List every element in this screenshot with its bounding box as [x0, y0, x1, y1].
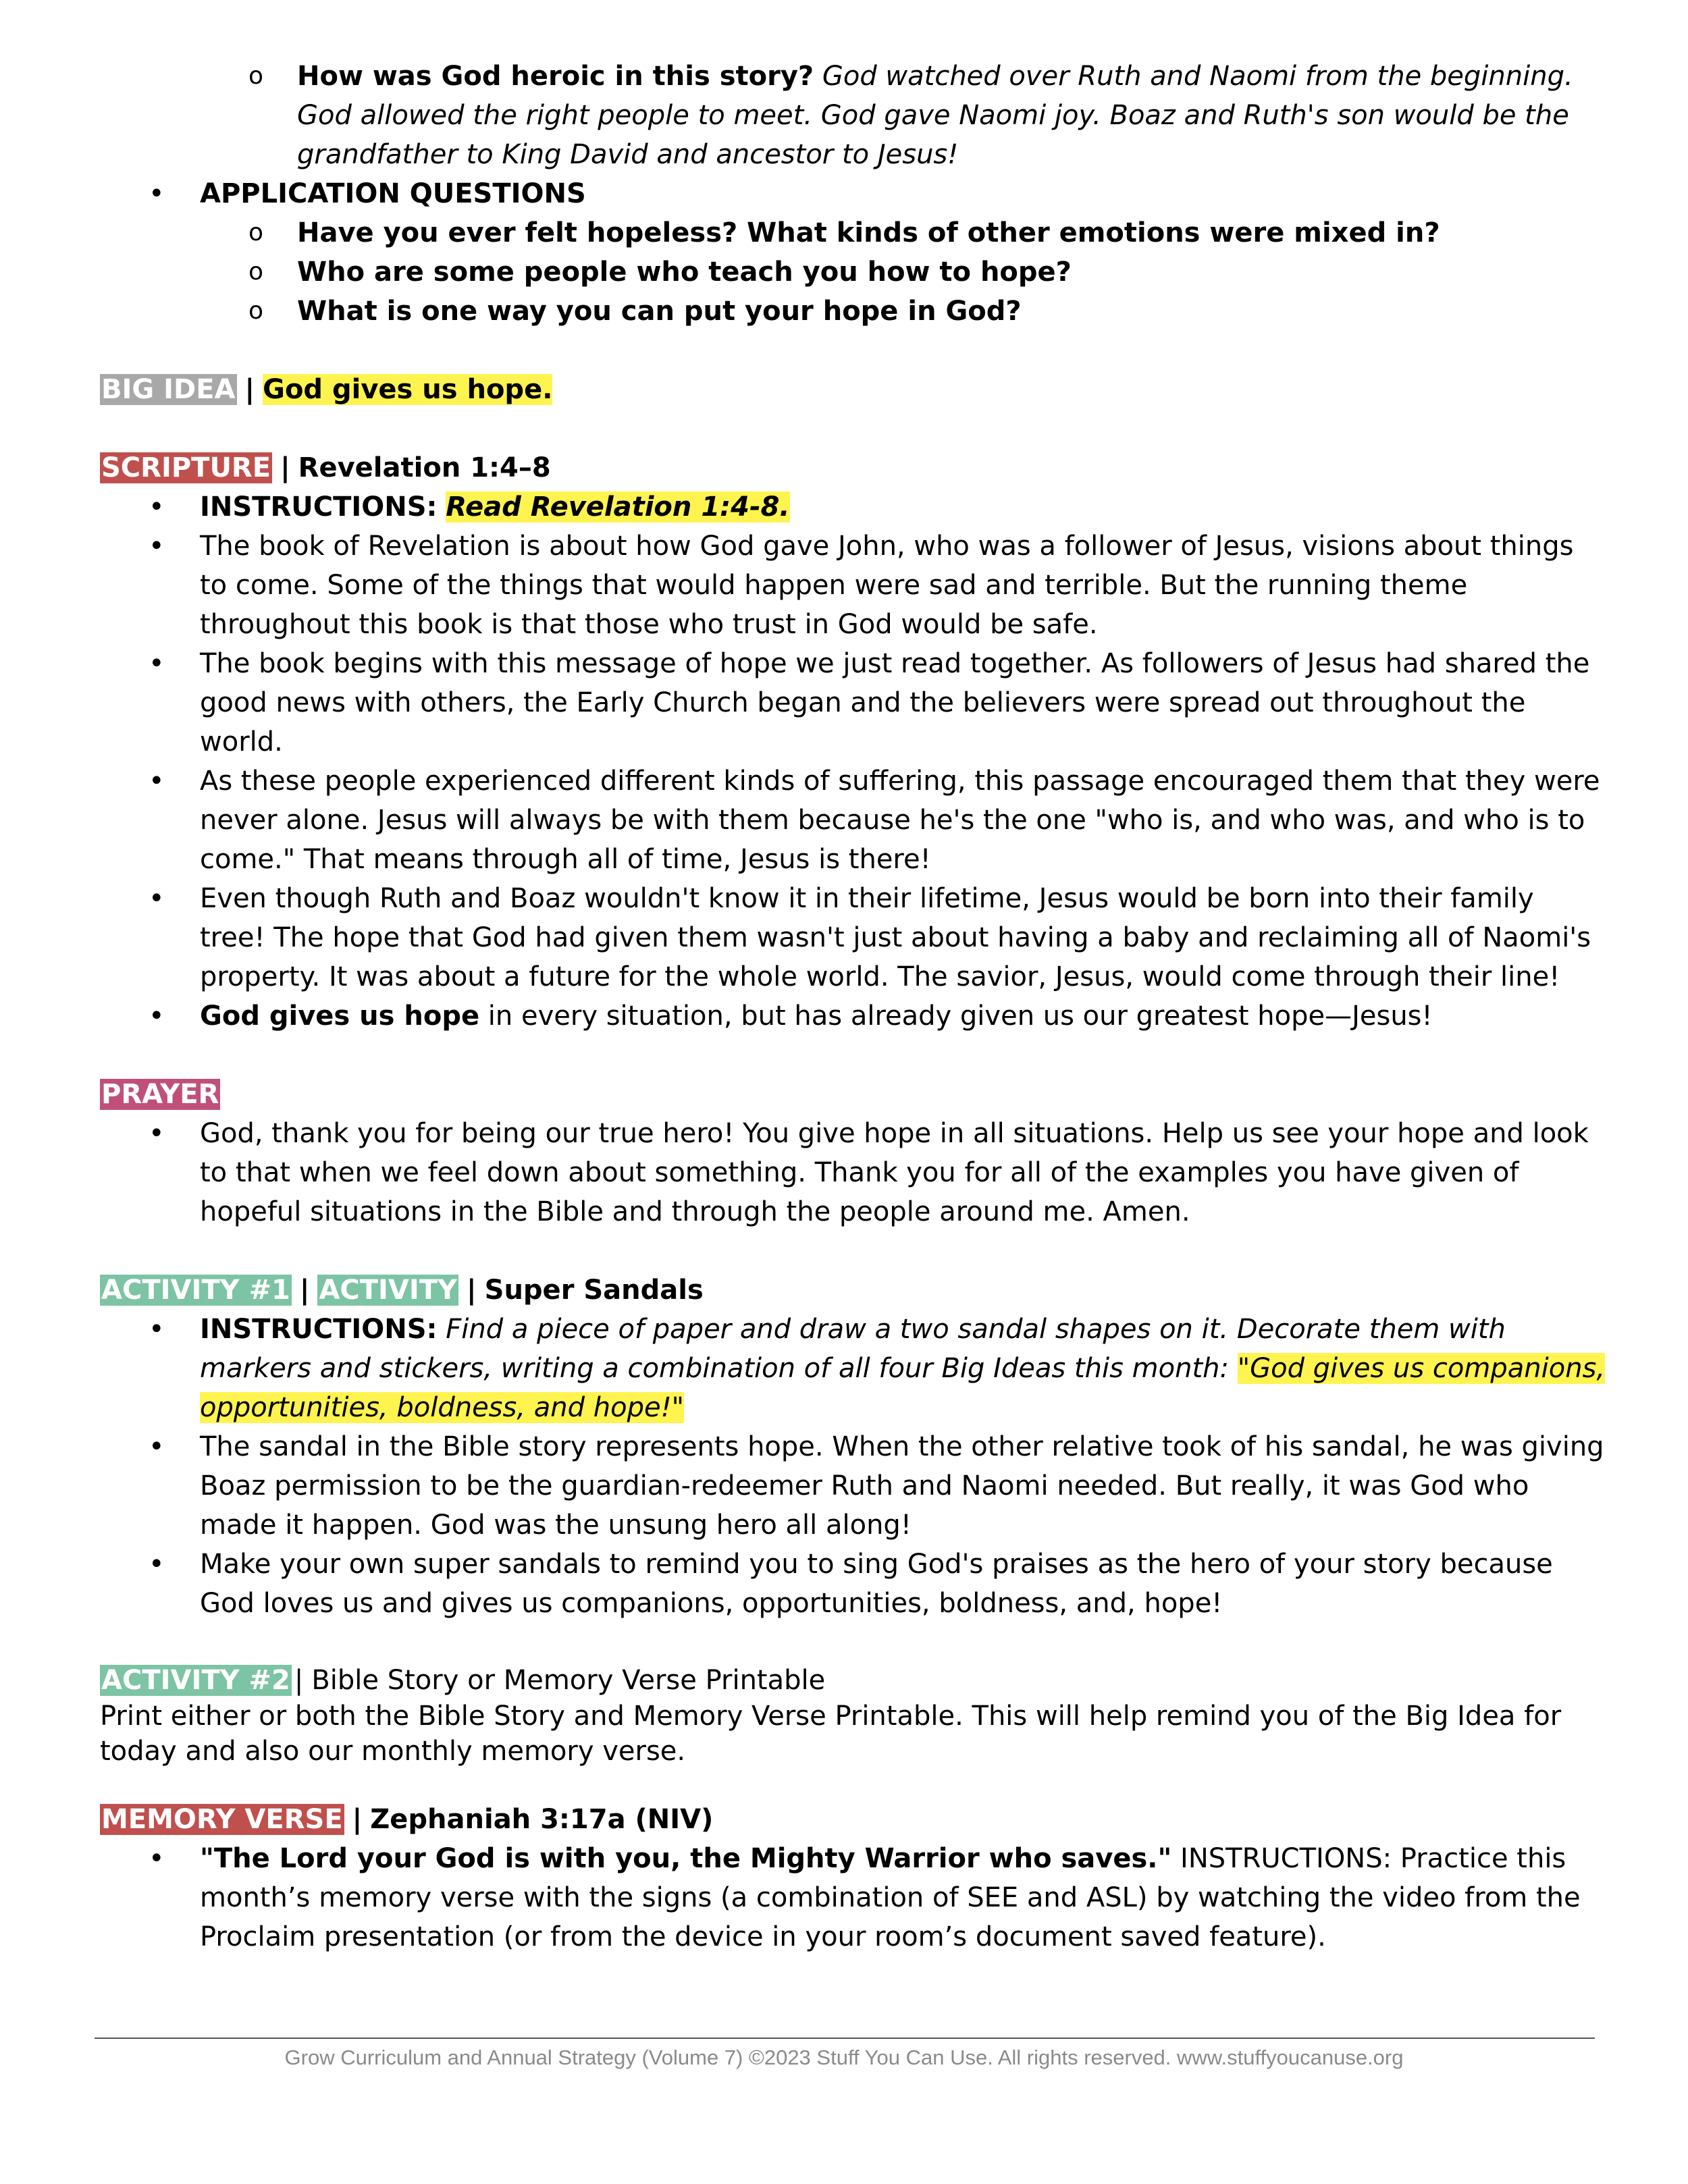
- application-heading: APPLICATION QUESTIONS: [200, 178, 586, 209]
- memory-verse-tag: MEMORY VERSE: [101, 1804, 343, 1835]
- scripture-tag: SCRIPTURE: [101, 452, 271, 483]
- activity2-tag: ACTIVITY #2: [101, 1665, 290, 1696]
- list-item: • God, thank you for being our true hero! You give hope in all situations. Help us see your hope and look to that when we feel down about something. Thank you for all of the examples you have given of hopeful situations in the Bible and through the people around me. Amen.: [100, 1114, 1606, 1231]
- scripture-list: [100, 487, 1606, 1036]
- list-item: [100, 57, 1606, 174]
- prayer-list: [100, 1114, 1606, 1231]
- lesson-content: [100, 57, 1606, 1956]
- list-item: [100, 174, 1606, 213]
- scripture-instructions: Read Revelation 1:4-8.: [446, 491, 790, 523]
- activity1-title: Super Sandals: [484, 1275, 704, 1306]
- activity-type-tag: ACTIVITY: [319, 1275, 458, 1306]
- list-item: • INSTRUCTIONS: Read Revelation 1:4-8.: [100, 487, 1606, 527]
- activity1-tag: ACTIVITY #1: [101, 1275, 290, 1306]
- list-item: • INSTRUCTIONS: Find a piece of paper and draw a two sandal shapes on it. Decorate them with markers and stickers, writing a combination of all four Big Ideas this month: "God gives us companions, opportunities, boldness, and hope!": [100, 1310, 1606, 1427]
- activity1-heading: ACTIVITY #1 | ACTIVITY | Super Sandals: [101, 1275, 704, 1306]
- list-item: o Have you ever felt hopeless? What kinds of other emotions were mixed in?: [100, 213, 1606, 252]
- activity2-text: Print either or both the Bible Story and Memory Verse Printable. This will help remind you of the Big Idea for today and also our monthly memory verse.: [100, 1701, 1562, 1767]
- list-item: • The book begins with this message of hope we just read together. As followers of Jesus had shared the good news with others, the Early Church began and the believers were spread out throughout the world.: [100, 644, 1606, 762]
- big-idea-text: God gives us hope.: [263, 374, 553, 405]
- heroic-question: How was God heroic in this story?: [297, 61, 814, 92]
- list-item: • The sandal in the Bible story represents hope. When the other relative took of his sandal, he was giving Boaz permission to be the guardian-redeemer Ruth and Naomi needed. But really, it was God who made it happen. God was the unsung hero all along!: [100, 1427, 1606, 1545]
- list-item: • The book of Revelation is about how God gave John, who was a follower of Jesus, visions about things to come. Some of the things that would happen were sad and terrible. But the running theme throughout this book is that those who trust in God would be safe.: [100, 527, 1606, 644]
- list-item: o What is one way you can put your hope in God?: [100, 292, 1606, 331]
- activity2-title: Bible Story or Memory Verse Printable: [311, 1665, 826, 1696]
- activity2-heading: ACTIVITY #2 | Bible Story or Memory Verse Printable: [101, 1665, 826, 1696]
- heroic-answer: God watched over Ruth and Naomi from the beginning. God allowed the right people to meet. God gave Naomi joy. Boaz and Ruth's son would be the grandfather to King David and ancestor to Jesus!: [297, 61, 1573, 170]
- scripture-heading: SCRIPTURE | Revelation 1:4–8: [101, 452, 551, 483]
- big-idea-tag: BIG IDEA: [101, 374, 236, 405]
- application-list: [100, 174, 1606, 213]
- big-idea-heading: BIG IDEA | God gives us hope.: [101, 374, 553, 405]
- list-item: o Who are some people who teach you how to hope?: [100, 252, 1606, 292]
- prayer-tag: PRAYER: [101, 1079, 219, 1110]
- memory-verse-reference: Zephaniah 3:17a (NIV): [370, 1804, 714, 1835]
- memory-verse-list: [100, 1839, 1606, 1956]
- prayer-heading: [100, 1075, 1606, 1114]
- list-item: • Even though Ruth and Boaz wouldn't know it in their lifetime, Jesus would be born into their family tree! The hope that God had given them wasn't just about having a baby and reclaiming all of Naomi's property. It was about a future for the whole world. The savior, Jesus, would come through their line!: [100, 879, 1606, 996]
- list-item: • God gives us hope in every situation, but has already given us our greatest hope—Jesus!: [100, 996, 1606, 1036]
- memory-verse-heading: MEMORY VERSE | Zephaniah 3:17a (NIV): [101, 1804, 714, 1835]
- list-item: • As these people experienced different kinds of suffering, this passage encouraged them that they were never alone. Jesus will always be with them because he's the one "who is, and who was, and who is to come." That means through all of time, Jesus is there!: [100, 762, 1606, 879]
- application-questions: [100, 213, 1606, 331]
- list-item: • "The Lord your God is with you, the Mighty Warrior who saves." INSTRUCTIONS: Practice this month’s memory verse with the signs (a combination of SEE and ASL) by watching the video from the Proclaim presentation (or from the device in your room’s document saved feature).: [100, 1839, 1606, 1956]
- story-question-list: [100, 57, 1606, 174]
- list-item: • Make your own super sandals to remind you to sing God's praises as the hero of your story because God loves us and gives us companions, opportunities, boldness, and, hope!: [100, 1545, 1606, 1623]
- activity1-list: [100, 1310, 1606, 1623]
- footer-copyright: Grow Curriculum and Annual Strategy (Volume 7) ©2023 Stuff You Can Use. All rights reserved. www.stuffyoucanuse.org: [284, 2046, 1404, 2069]
- scripture-reference: Revelation 1:4–8: [298, 452, 551, 483]
